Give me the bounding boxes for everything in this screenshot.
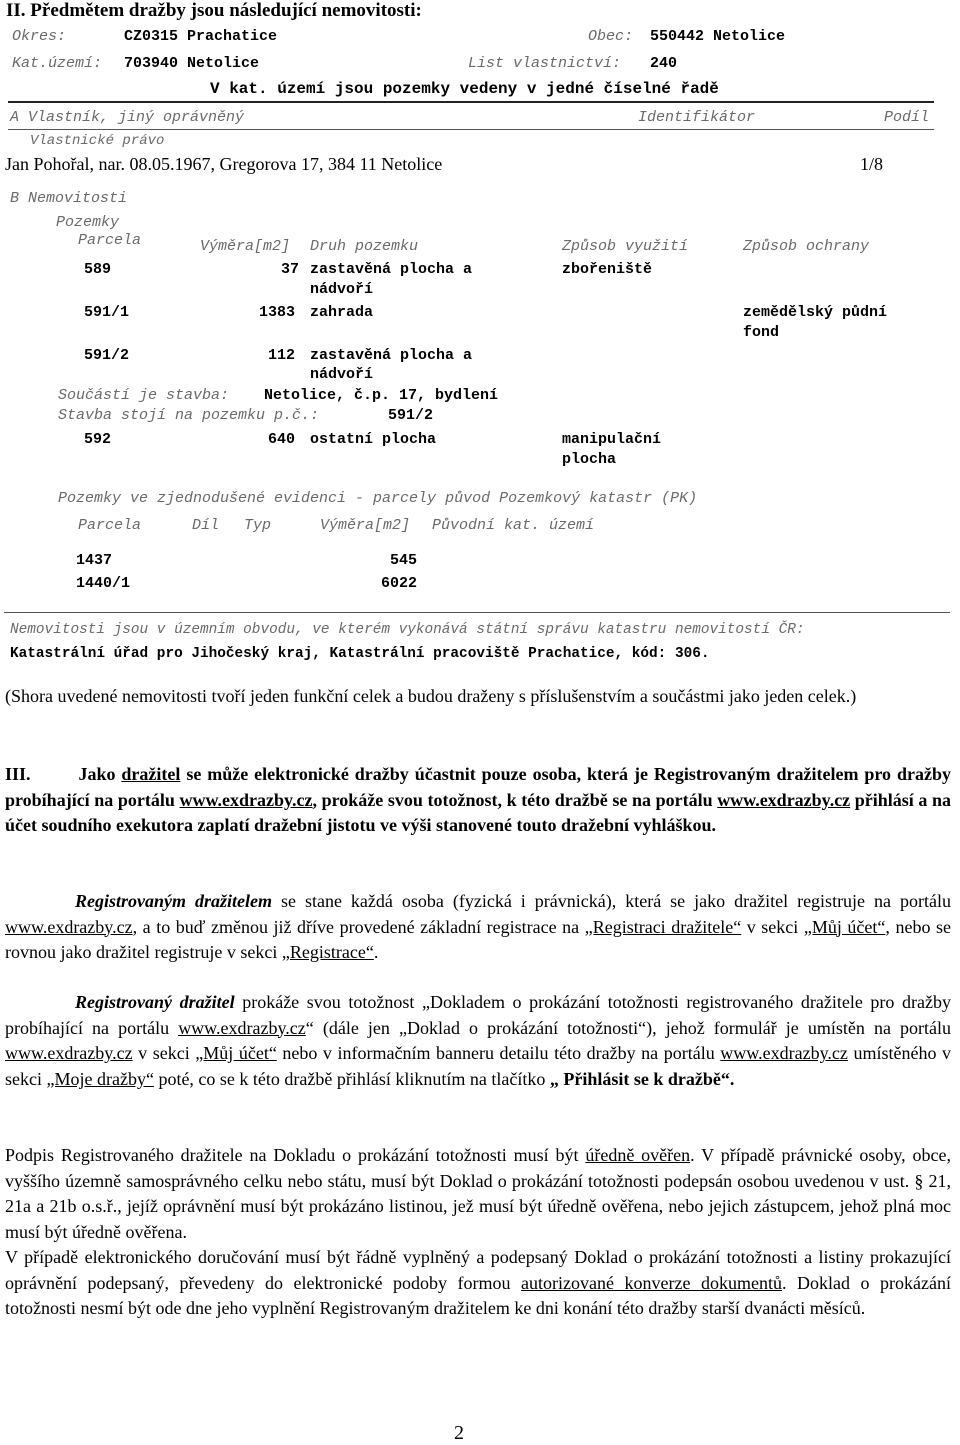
simplified-parcel: 1440/1	[76, 575, 131, 592]
text: , a to buď změnou již dříve provedené základní registrace na	[132, 916, 585, 937]
podil-label: Podíl	[884, 109, 930, 126]
text: V případě elektronického doručování musí být řádně vyplněný a podepsaný Doklad o prokázání totožnosti a listiny prokazující oprávnění podepsaný, převedeny do elektronické podoby formou	[5, 1247, 951, 1293]
text: “ (dále jen „Doklad o prokázání totožnosti“), jehož formulář je umístěn na portálu	[305, 1017, 952, 1038]
okres-label: Okres:	[12, 28, 67, 45]
parcel-area: 640	[268, 431, 296, 448]
exdrazby-link[interactable]: www.exdrazby.cz	[717, 789, 851, 810]
divider	[8, 129, 934, 130]
okres-value: CZ0315 Prachatice	[124, 28, 278, 45]
text: , prokáže svou totožnost, k této dražbě se na portálu	[312, 789, 718, 810]
text: prokáže svou totožnost „Dokladem o prokázání totožnosti registrovaného dražitele pro dražby probíhající na portálu	[5, 992, 952, 1038]
exdrazby-link[interactable]: www.exdrazby.cz	[179, 789, 313, 810]
owner-line: Jan Pohořal, nar. 08.05.1967, Gregorova 17, 384 11 Netolice	[5, 154, 443, 174]
simplified-col-parcela: Parcela	[78, 517, 142, 534]
parcel-type: ostatní plocha	[310, 431, 437, 448]
exdrazby-link[interactable]: www.exdrazby.cz	[178, 1017, 306, 1038]
text: v sekci	[132, 1043, 196, 1064]
cadastral-extract	[0, 22, 960, 672]
registrace-drazitele-link[interactable]: „Registraci dražitele“	[584, 916, 742, 937]
registrace-link[interactable]: „Registrace“	[281, 942, 374, 963]
list-label: List vlastnictví:	[468, 55, 622, 72]
col-vymera: Výměra[m2]	[200, 238, 291, 255]
simplified-area: 545	[390, 552, 418, 569]
parcel-use-cont: plocha	[562, 451, 617, 468]
parcel-number: 591/2	[84, 347, 130, 364]
text: .	[373, 942, 379, 963]
parcel-number: 591/1	[84, 304, 130, 321]
parcel-protection-cont: fond	[743, 324, 780, 341]
parcel-area: 112	[268, 347, 296, 364]
section-a-title: A Vlastník, jiný oprávněný	[10, 109, 245, 126]
identifikator-label: Identifikátor	[638, 109, 756, 126]
parcel-type: zahrada	[310, 304, 374, 321]
page-number: 2	[454, 1422, 464, 1444]
paragraph-registration	[5, 889, 951, 966]
overeni-link[interactable]: úředně ověřen	[585, 1145, 691, 1165]
soucasti-label: Součástí je stavba:	[58, 387, 230, 404]
paragraph-signature	[5, 1143, 951, 1245]
same-number-note: V kat. území jsou pozemky vedeny v jedné číselné řadě	[210, 80, 719, 98]
stavba-label: Stavba stojí na pozemku p.č.:	[58, 407, 320, 424]
divider	[4, 612, 950, 613]
text: Jako	[72, 764, 122, 784]
exdrazby-link[interactable]: www.exdrazby.cz	[5, 1043, 133, 1064]
list-value: 240	[650, 55, 678, 72]
paragraph-note: (Shora uvedené nemovitosti tvoří jeden funkční celek a budou draženy s příslušenstvím a součástmi jako jeden celek.)	[5, 686, 857, 706]
simplified-title: Pozemky ve zjednodušené evidenci - parcely původ Pozemkový katastr (PK)	[58, 490, 698, 507]
text: se stane každá osoba (fyzická i právnická), která se jako dražitel registruje na portálu	[271, 891, 951, 911]
emphasis: Registrovaný dražitel	[75, 992, 235, 1012]
vlastnicke-pravo-label: Vlastnické právo	[30, 133, 165, 149]
text: . Doklad o prokázání totožnosti nesmí být ode dne jeho vyplnění Registrovaným dražitelem ke dni konání této dražby starší dvanácti měsíců.	[5, 1272, 952, 1319]
parcel-area: 1383	[259, 304, 296, 321]
text: poté, co se k této dražbě přihlásí kliknutím na tlačítko	[153, 1068, 550, 1089]
konverze-link[interactable]: autorizované konverze dokumentů	[521, 1272, 782, 1293]
col-druh: Druh pozemku	[310, 238, 419, 255]
katuzemi-value: 703940 Netolice	[124, 55, 260, 72]
parcel-use: manipulační	[562, 431, 662, 448]
login-button-label: „ Přihlásit se k dražbě“.	[549, 1068, 735, 1089]
katuzemi-label: Kat.území:	[12, 55, 103, 72]
paragraph-electronic	[5, 1245, 951, 1322]
parcel-use: zbořeniště	[562, 261, 653, 278]
parcel-number: 592	[84, 431, 112, 448]
col-parcela: Parcela	[78, 232, 142, 249]
text: umístěného v sekci	[5, 1043, 951, 1089]
simplified-area: 6022	[381, 575, 418, 592]
text: přihlásí a na účet soudního exekutora zaplatí dražební jistotu ve výši stanovené touto dražební vyhláškou.	[5, 789, 952, 836]
muj-ucet-link[interactable]: „Můj účet“	[195, 1043, 277, 1064]
pozemky-label: Pozemky	[56, 214, 120, 231]
emphasis: Registrovaným dražitelem	[75, 891, 272, 911]
col-ochrana: Způsob ochrany	[743, 238, 870, 255]
parcel-type-cont: nádvoří	[310, 281, 374, 298]
parcel-area: 37	[281, 261, 300, 278]
section-heading: II. Předmětem dražby jsou následující nemovitosti:	[6, 0, 422, 21]
parcel-type-cont: nádvoří	[310, 366, 374, 383]
text: se může elektronické dražby účastnit pouze osoba, která je Registrovaným dražitelem pro dražby probíhající na portálu	[5, 764, 951, 810]
text: v sekci	[741, 916, 804, 937]
moje-drazby-link[interactable]: „Moje dražby“	[46, 1068, 154, 1089]
stavba-value: 591/2	[388, 407, 434, 424]
soucasti-value: Netolice, č.p. 17, bydlení	[264, 387, 499, 404]
exdrazby-link[interactable]: www.exdrazby.cz	[720, 1043, 848, 1064]
text: , nebo se rovnou jako dražitel registruje v sekci	[5, 916, 951, 963]
obec-value: 550442 Netolice	[650, 28, 786, 45]
owner-share: 1/8	[860, 154, 884, 174]
text: . V případě právnické osoby, obce, vyššího územně samosprávného celku nebo státu, musí být Doklad o prokázání totožnosti podepsán osobou uvedenou v ust. § 21, 21a a 21b o.s.ř., jejíž oprávnění musí být prokázáno listinou, jež musí být úředně ověřena, nebo jejich zástupcem, jehož plná moc musí být úředně ověřena.	[5, 1145, 951, 1242]
simplified-col-puvodni: Původní kat. území	[432, 517, 595, 534]
footer-line-1: Nemovitosti jsou v územním obvodu, ve kterém vykonává státní správu katastru nemovitostí ČR:	[10, 622, 805, 638]
obec-label: Obec:	[588, 28, 634, 45]
simplified-parcel: 1437	[76, 552, 113, 569]
section-b-title: B Nemovitosti	[10, 190, 128, 207]
divider	[8, 101, 934, 103]
parcel-type: zastavěná plocha a	[310, 347, 473, 364]
simplified-col-dil: Díl	[192, 517, 220, 534]
footer-line-2: Katastrální úřad pro Jihočeský kraj, Katastrální pracoviště Prachatice, kód: 306.	[10, 646, 710, 662]
text: nebo v informačním banneru detailu této dražby na portálu	[276, 1043, 721, 1064]
paragraph-identity	[5, 990, 951, 1092]
exdrazby-link[interactable]: www.exdrazby.cz	[5, 916, 133, 937]
simplified-col-vymera: Výměra[m2]	[320, 517, 411, 534]
parcel-number: 589	[84, 261, 112, 278]
paragraph-section-3	[5, 762, 951, 839]
section-3-number: III.	[5, 764, 31, 784]
drazitel-link[interactable]: dražitel	[121, 764, 181, 784]
parcel-type: zastavěná plocha a	[310, 261, 473, 278]
text: Podpis Registrovaného dražitele na Dokladu o prokázání totožnosti musí být	[5, 1145, 586, 1165]
col-vyuziti: Způsob využití	[562, 238, 689, 255]
simplified-col-typ: Typ	[244, 517, 272, 534]
parcel-protection: zemědělský půdní	[743, 304, 888, 321]
muj-ucet-link[interactable]: „Můj účet“	[803, 916, 886, 937]
